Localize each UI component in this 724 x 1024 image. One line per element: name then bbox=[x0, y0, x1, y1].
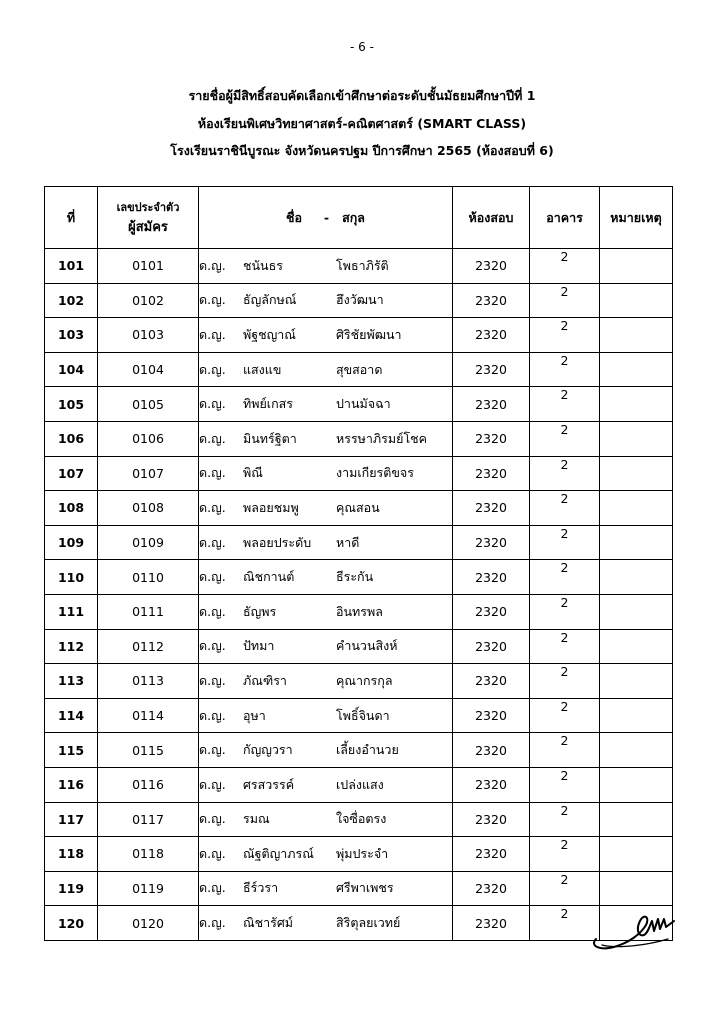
first-name: แสงแข bbox=[243, 361, 282, 377]
first-name: ณัฐติญาภรณ์ bbox=[243, 845, 314, 861]
row-number: 112 bbox=[45, 629, 98, 664]
remark bbox=[600, 802, 673, 837]
building: 2 bbox=[530, 283, 600, 318]
building: 2 bbox=[530, 318, 600, 353]
building: 2 bbox=[530, 664, 600, 699]
exam-room: 2320 bbox=[453, 421, 530, 456]
header-building: อาคาร bbox=[530, 187, 600, 249]
table-row bbox=[45, 837, 673, 872]
building: 2 bbox=[530, 525, 600, 560]
applicant-name bbox=[199, 594, 453, 629]
name-title: ด.ญ. bbox=[199, 430, 226, 446]
applicant-name bbox=[199, 249, 453, 284]
name-title: ด.ญ. bbox=[199, 776, 226, 792]
table-row bbox=[45, 456, 673, 491]
exam-room: 2320 bbox=[453, 837, 530, 872]
building: 2 bbox=[530, 837, 600, 872]
building: 2 bbox=[530, 387, 600, 422]
first-name: พลอยประดับ bbox=[243, 534, 312, 550]
first-name: ทิพย์เกสร bbox=[243, 396, 293, 412]
exam-room: 2320 bbox=[453, 629, 530, 664]
first-name: ภัณฑิรา bbox=[243, 672, 287, 688]
applicant-name bbox=[199, 906, 453, 941]
name-title: ด.ญ. bbox=[199, 603, 226, 619]
exam-room: 2320 bbox=[453, 664, 530, 699]
header-room: ห้องสอบ bbox=[453, 187, 530, 249]
applicant-id: 0108 bbox=[98, 491, 199, 526]
exam-room: 2320 bbox=[453, 491, 530, 526]
remark bbox=[600, 733, 673, 768]
row-number: 103 bbox=[45, 318, 98, 353]
exam-room: 2320 bbox=[453, 352, 530, 387]
first-name: พิณี bbox=[243, 465, 263, 481]
building: 2 bbox=[530, 594, 600, 629]
table-row bbox=[45, 802, 673, 837]
remark bbox=[600, 352, 673, 387]
building: 2 bbox=[530, 491, 600, 526]
last-name: งามเกียรติขจร bbox=[336, 465, 414, 481]
building: 2 bbox=[530, 733, 600, 768]
header-applicant-line1: เลขประจำตัว bbox=[116, 200, 180, 214]
remark bbox=[600, 456, 673, 491]
applicant-id: 0115 bbox=[98, 733, 199, 768]
document-school-line: โรงเรียนราชินีบูรณะ จังหวัดนครปฐม ปีการศึกษา 2565 (ห้องสอบที่ 6) bbox=[170, 143, 554, 158]
row-number: 115 bbox=[45, 733, 98, 768]
header-name bbox=[199, 187, 453, 249]
applicant-name bbox=[199, 871, 453, 906]
remark bbox=[600, 698, 673, 733]
exam-room: 2320 bbox=[453, 283, 530, 318]
name-title: ด.ญ. bbox=[199, 569, 226, 585]
applicant-name bbox=[199, 491, 453, 526]
header-applicant-line2: ผู้สมัคร bbox=[128, 219, 168, 235]
exam-room: 2320 bbox=[453, 802, 530, 837]
applicant-id: 0104 bbox=[98, 352, 199, 387]
first-name: ธีร์วรา bbox=[243, 880, 279, 896]
remark bbox=[600, 629, 673, 664]
exam-room: 2320 bbox=[453, 871, 530, 906]
exam-room: 2320 bbox=[453, 560, 530, 595]
first-name: พัฐชญาณ์ bbox=[243, 326, 296, 342]
remark bbox=[600, 491, 673, 526]
applicant-id: 0119 bbox=[98, 871, 199, 906]
last-name: ธีระกัน bbox=[336, 569, 374, 585]
table-row bbox=[45, 421, 673, 456]
table-row bbox=[45, 491, 673, 526]
applicant-id: 0102 bbox=[98, 283, 199, 318]
name-title: ด.ญ. bbox=[199, 292, 226, 308]
building: 2 bbox=[530, 560, 600, 595]
signature bbox=[588, 895, 680, 955]
name-title: ด.ญ. bbox=[199, 845, 226, 861]
name-title: ด.ญ. bbox=[199, 915, 226, 931]
name-title: ด.ญ. bbox=[199, 707, 226, 723]
exam-room: 2320 bbox=[453, 594, 530, 629]
table-row bbox=[45, 318, 673, 353]
table-row bbox=[45, 560, 673, 595]
last-name: ศรีพาเพชร bbox=[336, 880, 394, 896]
name-title: ด.ญ. bbox=[199, 672, 226, 688]
building: 2 bbox=[530, 629, 600, 664]
table-header-row bbox=[45, 187, 673, 249]
name-title: ด.ญ. bbox=[199, 465, 226, 481]
name-title: ด.ญ. bbox=[199, 811, 226, 827]
last-name: คุณสอน bbox=[336, 499, 380, 515]
applicant-id: 0103 bbox=[98, 318, 199, 353]
last-name: ปานมัจฉา bbox=[336, 396, 391, 412]
row-number: 102 bbox=[45, 283, 98, 318]
name-title: ด.ญ. bbox=[199, 499, 226, 515]
exam-room: 2320 bbox=[453, 698, 530, 733]
header-no: ที่ bbox=[45, 187, 98, 249]
applicant-name bbox=[199, 352, 453, 387]
remark bbox=[600, 318, 673, 353]
table-row bbox=[45, 664, 673, 699]
exam-room: 2320 bbox=[453, 767, 530, 802]
last-name: โพธิ์จินดา bbox=[336, 707, 390, 723]
applicant-name bbox=[199, 802, 453, 837]
applicant-id: 0109 bbox=[98, 525, 199, 560]
exam-room: 2320 bbox=[453, 733, 530, 768]
last-name: เปล่งแสง bbox=[336, 776, 384, 792]
name-title: ด.ญ. bbox=[199, 396, 226, 412]
row-number: 118 bbox=[45, 837, 98, 872]
row-number: 109 bbox=[45, 525, 98, 560]
first-name: รมณ bbox=[243, 811, 270, 827]
table-row bbox=[45, 594, 673, 629]
last-name: เลี้ยงอำนวย bbox=[336, 742, 399, 758]
first-name: มินทร์ฐิตา bbox=[243, 430, 297, 446]
table-row bbox=[45, 871, 673, 906]
header-name-first: ชื่อ bbox=[286, 209, 303, 225]
first-name: ณิชกานต์ bbox=[243, 569, 295, 585]
building: 2 bbox=[530, 456, 600, 491]
exam-room: 2320 bbox=[453, 906, 530, 941]
row-number: 110 bbox=[45, 560, 98, 595]
applicant-id: 0105 bbox=[98, 387, 199, 422]
header-remarks: หมายเหตุ bbox=[600, 187, 673, 249]
row-number: 101 bbox=[45, 249, 98, 284]
building: 2 bbox=[530, 698, 600, 733]
name-title: ด.ญ. bbox=[199, 534, 226, 550]
building: 2 bbox=[530, 352, 600, 387]
applicant-name bbox=[199, 283, 453, 318]
applicant-id: 0117 bbox=[98, 802, 199, 837]
last-name: คุณากรกุล bbox=[336, 672, 393, 688]
table-row bbox=[45, 249, 673, 284]
last-name: คำนวนสิงห์ bbox=[336, 638, 398, 654]
row-number: 104 bbox=[45, 352, 98, 387]
table-row bbox=[45, 733, 673, 768]
remark bbox=[600, 387, 673, 422]
applicant-id: 0116 bbox=[98, 767, 199, 802]
first-name: ธัญลักษณ์ bbox=[243, 292, 297, 308]
remark bbox=[600, 421, 673, 456]
first-name: ธัญพร bbox=[243, 603, 277, 619]
applicant-name bbox=[199, 767, 453, 802]
header-name-separator: - bbox=[323, 209, 330, 225]
applicant-name bbox=[199, 456, 453, 491]
remark bbox=[600, 594, 673, 629]
table-row bbox=[45, 629, 673, 664]
document-title: รายชื่อผู้มีสิทธิ์สอบคัดเลือกเข้าศึกษาต่อระดับชั้นมัธยมศึกษาปีที่ 1 bbox=[188, 88, 536, 103]
applicant-id: 0113 bbox=[98, 664, 199, 699]
applicant-id: 0106 bbox=[98, 421, 199, 456]
page-number: - 6 - bbox=[350, 40, 374, 54]
building: 2 bbox=[530, 802, 600, 837]
last-name: สุขสอาด bbox=[336, 361, 383, 377]
applicant-name bbox=[199, 698, 453, 733]
remark bbox=[600, 249, 673, 284]
header-applicant-id bbox=[98, 187, 199, 249]
remark bbox=[600, 767, 673, 802]
row-number: 105 bbox=[45, 387, 98, 422]
building: 2 bbox=[530, 906, 600, 941]
row-number: 107 bbox=[45, 456, 98, 491]
row-number: 108 bbox=[45, 491, 98, 526]
name-title: ด.ญ. bbox=[199, 638, 226, 654]
remark bbox=[600, 664, 673, 699]
name-title: ด.ญ. bbox=[199, 326, 226, 342]
applicant-id: 0112 bbox=[98, 629, 199, 664]
first-name: พลอยชมพู bbox=[243, 499, 299, 515]
applicant-name bbox=[199, 733, 453, 768]
applicant-name bbox=[199, 421, 453, 456]
applicant-name bbox=[199, 525, 453, 560]
last-name: พุ่มประจำ bbox=[336, 845, 389, 861]
exam-room: 2320 bbox=[453, 456, 530, 491]
row-number: 120 bbox=[45, 906, 98, 941]
row-number: 117 bbox=[45, 802, 98, 837]
table-row bbox=[45, 767, 673, 802]
applicant-id: 0107 bbox=[98, 456, 199, 491]
row-number: 106 bbox=[45, 421, 98, 456]
name-title: ด.ญ. bbox=[199, 880, 226, 896]
exam-room: 2320 bbox=[453, 249, 530, 284]
first-name: กัญญวรา bbox=[243, 742, 293, 758]
last-name: หาดี bbox=[336, 534, 360, 550]
applicant-id: 0118 bbox=[98, 837, 199, 872]
remark bbox=[600, 525, 673, 560]
table-row bbox=[45, 906, 673, 941]
row-number: 111 bbox=[45, 594, 98, 629]
last-name: ใจซื่อตรง bbox=[336, 811, 387, 827]
building: 2 bbox=[530, 421, 600, 456]
first-name: ณิชารัศม์ bbox=[243, 915, 293, 931]
exam-room: 2320 bbox=[453, 318, 530, 353]
table-row bbox=[45, 283, 673, 318]
name-title: ด.ญ. bbox=[199, 361, 226, 377]
applicant-id: 0111 bbox=[98, 594, 199, 629]
applicant-name bbox=[199, 837, 453, 872]
applicant-id: 0101 bbox=[98, 249, 199, 284]
applicant-id: 0114 bbox=[98, 698, 199, 733]
remark bbox=[600, 837, 673, 872]
last-name: ศิริชัยพัฒนา bbox=[336, 326, 402, 342]
table-row bbox=[45, 698, 673, 733]
building: 2 bbox=[530, 871, 600, 906]
applicant-id: 0110 bbox=[98, 560, 199, 595]
row-number: 119 bbox=[45, 871, 98, 906]
applicant-name bbox=[199, 387, 453, 422]
last-name: สิริตุลยเวทย์ bbox=[336, 915, 401, 931]
applicant-name bbox=[199, 629, 453, 664]
row-number: 116 bbox=[45, 767, 98, 802]
row-number: 113 bbox=[45, 664, 98, 699]
remark bbox=[600, 560, 673, 595]
applicant-id: 0120 bbox=[98, 906, 199, 941]
exam-room: 2320 bbox=[453, 525, 530, 560]
remark bbox=[600, 283, 673, 318]
name-title: ด.ญ. bbox=[199, 257, 226, 273]
last-name: อินทรพล bbox=[336, 603, 383, 619]
table-row bbox=[45, 387, 673, 422]
applicant-name bbox=[199, 318, 453, 353]
first-name: อุษา bbox=[243, 707, 266, 723]
last-name: หรรษาภิรมย์โชค bbox=[336, 430, 428, 446]
applicant-table bbox=[44, 186, 673, 941]
first-name: ชนันธร bbox=[243, 257, 283, 273]
first-name: ศรสวรรค์ bbox=[243, 776, 295, 792]
header-name-last: สกุล bbox=[342, 209, 365, 225]
document-subtitle: ห้องเรียนพิเศษวิทยาศาสตร์-คณิตศาสตร์ (SMART CLASS) bbox=[197, 116, 527, 131]
applicant-name bbox=[199, 664, 453, 699]
table-row bbox=[45, 352, 673, 387]
row-number: 114 bbox=[45, 698, 98, 733]
last-name: โพธาภิรัติ bbox=[336, 257, 389, 273]
exam-room: 2320 bbox=[453, 387, 530, 422]
table-row bbox=[45, 525, 673, 560]
last-name: ฮึงวัฒนา bbox=[336, 292, 384, 308]
building: 2 bbox=[530, 767, 600, 802]
building: 2 bbox=[530, 249, 600, 284]
applicant-name bbox=[199, 560, 453, 595]
name-title: ด.ญ. bbox=[199, 742, 226, 758]
first-name: ปัทมา bbox=[243, 638, 275, 654]
